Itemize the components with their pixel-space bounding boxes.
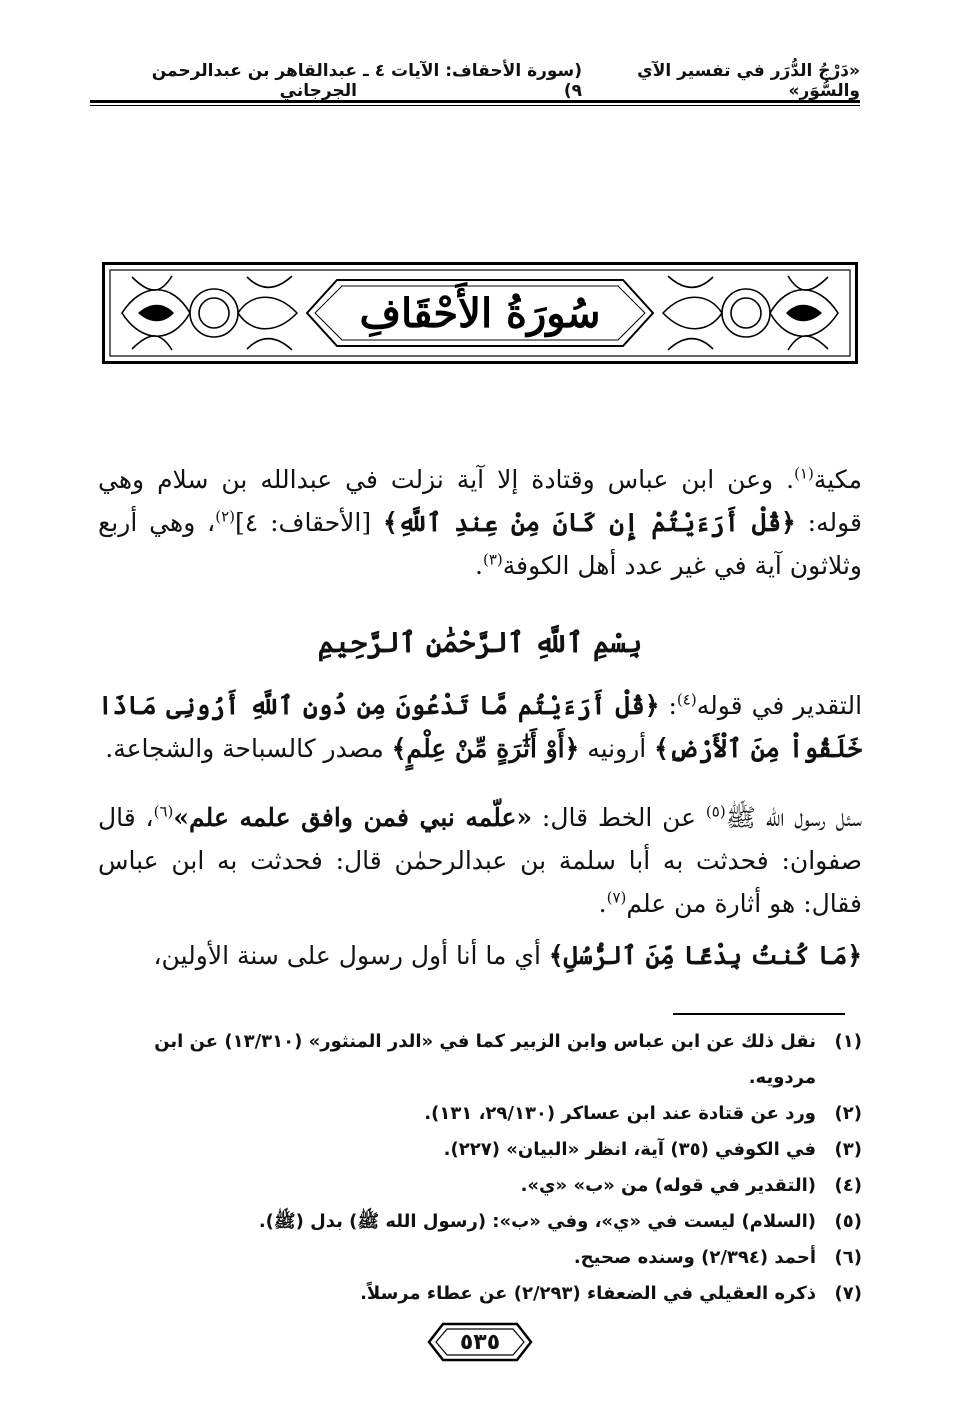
footnote-ref-5: (٥) <box>705 802 726 821</box>
basmala: بِسْمِ ٱللَّهِ ٱلرَّحْمَٰنِ ٱلرَّحِيمِ <box>317 626 643 659</box>
footnote <box>98 1204 862 1240</box>
header-book-title: «دَرْجُ الدُّرَر في تفسير الآي والسُّوَر» <box>637 61 860 101</box>
footnote-ref-4: (٤) <box>676 690 697 709</box>
footnote <box>98 1096 862 1132</box>
footnote-text: (السلام) ليست في «ي»، وفي «ب»: (رسول الله ﷺ) بدل (ﷺ). <box>258 1211 816 1232</box>
footnote-text: في الكوفي (٣٥) آية، انظر «البيان» (٢٢٧). <box>443 1139 816 1160</box>
p3-text-2: عن الخط قال: <box>532 803 706 832</box>
footnote-number: (٤) <box>834 1175 862 1196</box>
quran-quote: ﴿أَوْ أَثَٰرَةٍ مِّنْ عِلْمٍ﴾ <box>391 734 580 763</box>
footnote <box>98 1168 862 1204</box>
p2-text-1: التقدير في قوله <box>696 691 863 720</box>
p3-text-4: . <box>598 889 607 918</box>
footnote-ref-2: (٢) <box>215 507 236 526</box>
footnote-text: نقل ذلك عن ابن عباس وابن الزبير كما في «الدر المنثور» (١٣/٣١٠) عن ابن مردويه. <box>154 1031 816 1088</box>
surah-title: سُورَةُ الأَحْقَافِ <box>359 289 601 337</box>
footnote <box>98 1276 862 1312</box>
p1-text-5: . <box>475 551 483 580</box>
footnote-number: (٦) <box>834 1247 862 1268</box>
footnote <box>98 1024 862 1096</box>
hadith-quote: «علّمه نبي فمن وافق علمه علم» <box>173 803 533 832</box>
quran-quote: ﴿مَا كُنتُ بِدْعًا مِّنَ ٱلرُّسُلِ﴾ <box>548 941 862 970</box>
paragraph-hadith <box>98 796 862 925</box>
footnote-text: ورد عن قتادة عند ابن عساكر (٢٩/١٣٠، ١٣١). <box>424 1103 816 1124</box>
footnote-separator <box>673 1013 845 1015</box>
footnote-ref-7: (٧) <box>606 888 627 907</box>
footnote-ref-6: (٦) <box>153 802 174 821</box>
p1-text-2: . وعن ابن عباس وقتادة إلا آية نزلت في عبدالله بن سلام وهي قوله: <box>98 465 862 537</box>
page-number: ٥٣٥ <box>459 1329 501 1355</box>
paragraph-intro <box>98 458 862 587</box>
paragraph-taqdir <box>98 684 862 770</box>
footnotes <box>98 1024 862 1312</box>
header-rule-thin <box>90 105 860 106</box>
p3-text-3: ، قال صفوان: فحدثت به أبا سلمة بن عبدالرحمٰن قال: فحدثت به ابن عباس فقال: هو أثارة من علم <box>98 803 862 918</box>
quran-quote: ﴿قُلْ أَرَءَيْتُمْ إِن كَانَ مِنْ عِندِ ٱللَّهِ﴾ <box>383 508 796 537</box>
footnote-number: (٣) <box>834 1139 862 1160</box>
footnote-number: (٥) <box>834 1211 862 1232</box>
footnote-text: أحمد (٢/٣٩٤) وسنده صحيح. <box>573 1247 816 1268</box>
p1-text-4: ، وهي أربع وثلاثون آية في غير عدد أهل الكوفة <box>98 508 862 580</box>
footnote-ref-1: (١) <box>794 464 814 483</box>
p2-text-4: مصدر كالسباحة والشجاعة. <box>105 734 392 763</box>
paragraph-ayah-9 <box>98 934 862 977</box>
footnote-number: (١) <box>834 1031 862 1052</box>
header-rule <box>90 100 860 103</box>
p2-text-3: أرونيه <box>579 734 655 763</box>
footnote-number: (٧) <box>834 1283 862 1304</box>
quran-quote: ﴿قُلْ أَرَءَيْتُم مَّا تَدْعُونَ مِن دُونِ ٱللَّهِ أَرُونِى مَاذَا خَلَقُواْ مِنَ ٱلْأَرْضِ﴾ <box>98 691 862 763</box>
p3-text-1: سئل رسول الله ﷺ <box>725 803 862 832</box>
p2-text-2: : <box>659 691 677 720</box>
header-author: عبدالقاهر بن عبدالرحمن الجرجاني <box>151 61 357 101</box>
p1-text-1: مكية <box>813 465 862 494</box>
running-header <box>90 61 860 101</box>
header-section: (سورة الأحقاف: الآيات ٤ ـ ٩) <box>362 61 583 101</box>
footnote-text: (التقدير في قوله) من «ب» «ي». <box>520 1175 816 1196</box>
footnote-text: ذكره العقيلي في الضعفاء (٢/٢٩٣) عن عطاء مرسلاً. <box>360 1283 816 1304</box>
p4-text-1: أي ما أنا أول رسول على سنة الأولين، <box>153 941 549 970</box>
p1-text-3: [الأحقاف: ٤] <box>235 508 384 537</box>
footnote <box>98 1132 862 1168</box>
footnote <box>98 1240 862 1276</box>
footnote-ref-3: (٣) <box>482 550 503 569</box>
footnote-number: (٢) <box>834 1103 862 1124</box>
